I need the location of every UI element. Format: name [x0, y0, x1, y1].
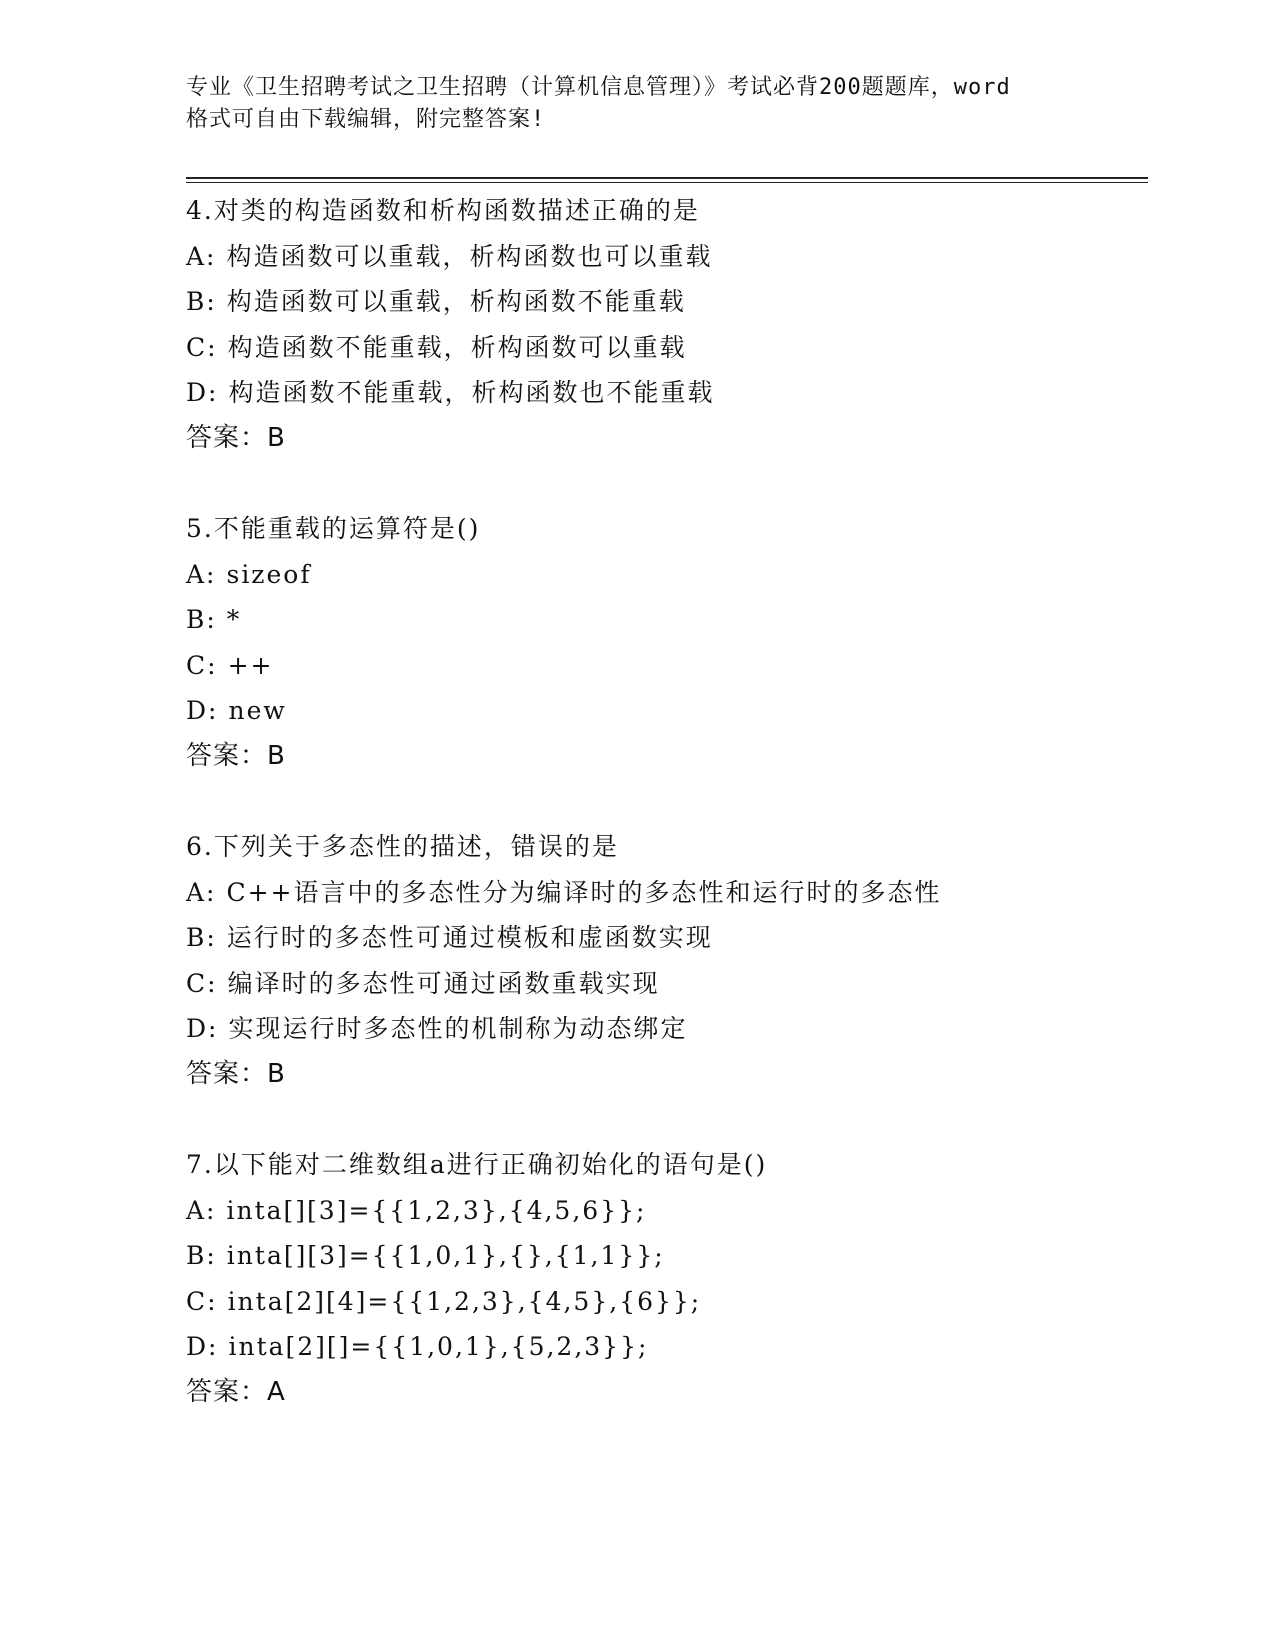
option-b	[186, 279, 1146, 325]
question-6	[186, 824, 1146, 1097]
option-letter: A:	[186, 877, 217, 907]
answer-line: 答案：B	[186, 422, 286, 453]
option-c	[186, 325, 1146, 371]
option-text: inta[2][4]={{1,2,3},{4,5},{6}};	[227, 1286, 702, 1316]
question-7	[186, 1142, 1146, 1415]
option-a	[186, 1188, 1146, 1234]
option-text: 构造函数不能重载，析构函数可以重载	[227, 332, 687, 362]
question-list	[186, 188, 1146, 1460]
option-letter: D:	[186, 378, 219, 407]
option-a	[186, 870, 1146, 916]
header-line-2: 格式可自由下载编辑，附完整答案!	[186, 107, 546, 132]
header-divider-thin	[186, 182, 1148, 183]
option-letter: A:	[186, 241, 217, 271]
option-letter: D:	[186, 696, 219, 725]
option-c	[186, 1279, 1146, 1325]
document-header	[186, 72, 1086, 136]
header-line-1: 专业《卫生招聘考试之卫生招聘（计算机信息管理）》考试必背200题题库，word	[186, 75, 1011, 100]
option-text: 构造函数可以重载，析构函数不能重载	[226, 287, 686, 316]
question-stem: 7.以下能对二维数组a进行正确初始化的语句是()	[186, 1150, 768, 1179]
option-text: ++	[227, 650, 274, 680]
option-d	[186, 1324, 1146, 1370]
option-letter: A:	[186, 1195, 217, 1225]
option-letter: B:	[186, 287, 217, 316]
option-c	[186, 643, 1146, 689]
option-letter: D:	[186, 1014, 219, 1043]
option-letter: C:	[186, 1286, 218, 1316]
option-a	[186, 552, 1146, 598]
option-text: 运行时的多态性可通过模板和虚函数实现	[226, 923, 713, 952]
option-b	[186, 597, 1146, 643]
option-letter: B:	[186, 1241, 217, 1270]
option-a	[186, 234, 1146, 280]
answer-line: 答案：B	[186, 740, 286, 771]
option-b	[186, 915, 1146, 961]
option-letter: B:	[186, 605, 217, 634]
question-stem: 4.对类的构造函数和析构函数描述正确的是	[186, 196, 700, 225]
option-text: *	[226, 605, 242, 634]
option-d	[186, 688, 1146, 734]
option-c	[186, 961, 1146, 1007]
option-text: 构造函数不能重载，析构函数也不能重载	[228, 378, 715, 407]
option-letter: C:	[186, 650, 218, 680]
option-b	[186, 1233, 1146, 1279]
option-letter: C:	[186, 332, 218, 362]
question-stem: 5.不能重载的运算符是()	[186, 514, 481, 543]
answer-line: 答案：A	[186, 1376, 286, 1407]
option-d	[186, 1006, 1146, 1052]
option-text: new	[228, 696, 287, 725]
option-letter: B:	[186, 923, 217, 952]
option-text: 编译时的多态性可通过函数重载实现	[227, 968, 660, 998]
option-text: inta[2][]={{1,0,1},{5,2,3}};	[228, 1332, 649, 1361]
option-letter: A:	[186, 559, 217, 589]
option-text: 构造函数可以重载，析构函数也可以重载	[226, 241, 713, 271]
option-text: sizeof	[226, 559, 312, 589]
answer-line: 答案：B	[186, 1058, 286, 1089]
option-text: inta[][3]={{1,0,1},{},{1,1}};	[226, 1241, 665, 1270]
question-5	[186, 506, 1146, 779]
option-text: C++语言中的多态性分为编译时的多态性和运行时的多态性	[226, 877, 942, 907]
option-letter: C:	[186, 968, 218, 998]
option-text: 实现运行时多态性的机制称为动态绑定	[228, 1014, 688, 1043]
option-d	[186, 370, 1146, 416]
option-text: inta[][3]={{1,2,3},{4,5,6}};	[226, 1195, 647, 1225]
question-4	[186, 188, 1146, 461]
question-stem: 6.下列关于多态性的描述，错误的是	[186, 832, 619, 861]
option-letter: D:	[186, 1332, 219, 1361]
header-divider-thick	[186, 177, 1148, 179]
